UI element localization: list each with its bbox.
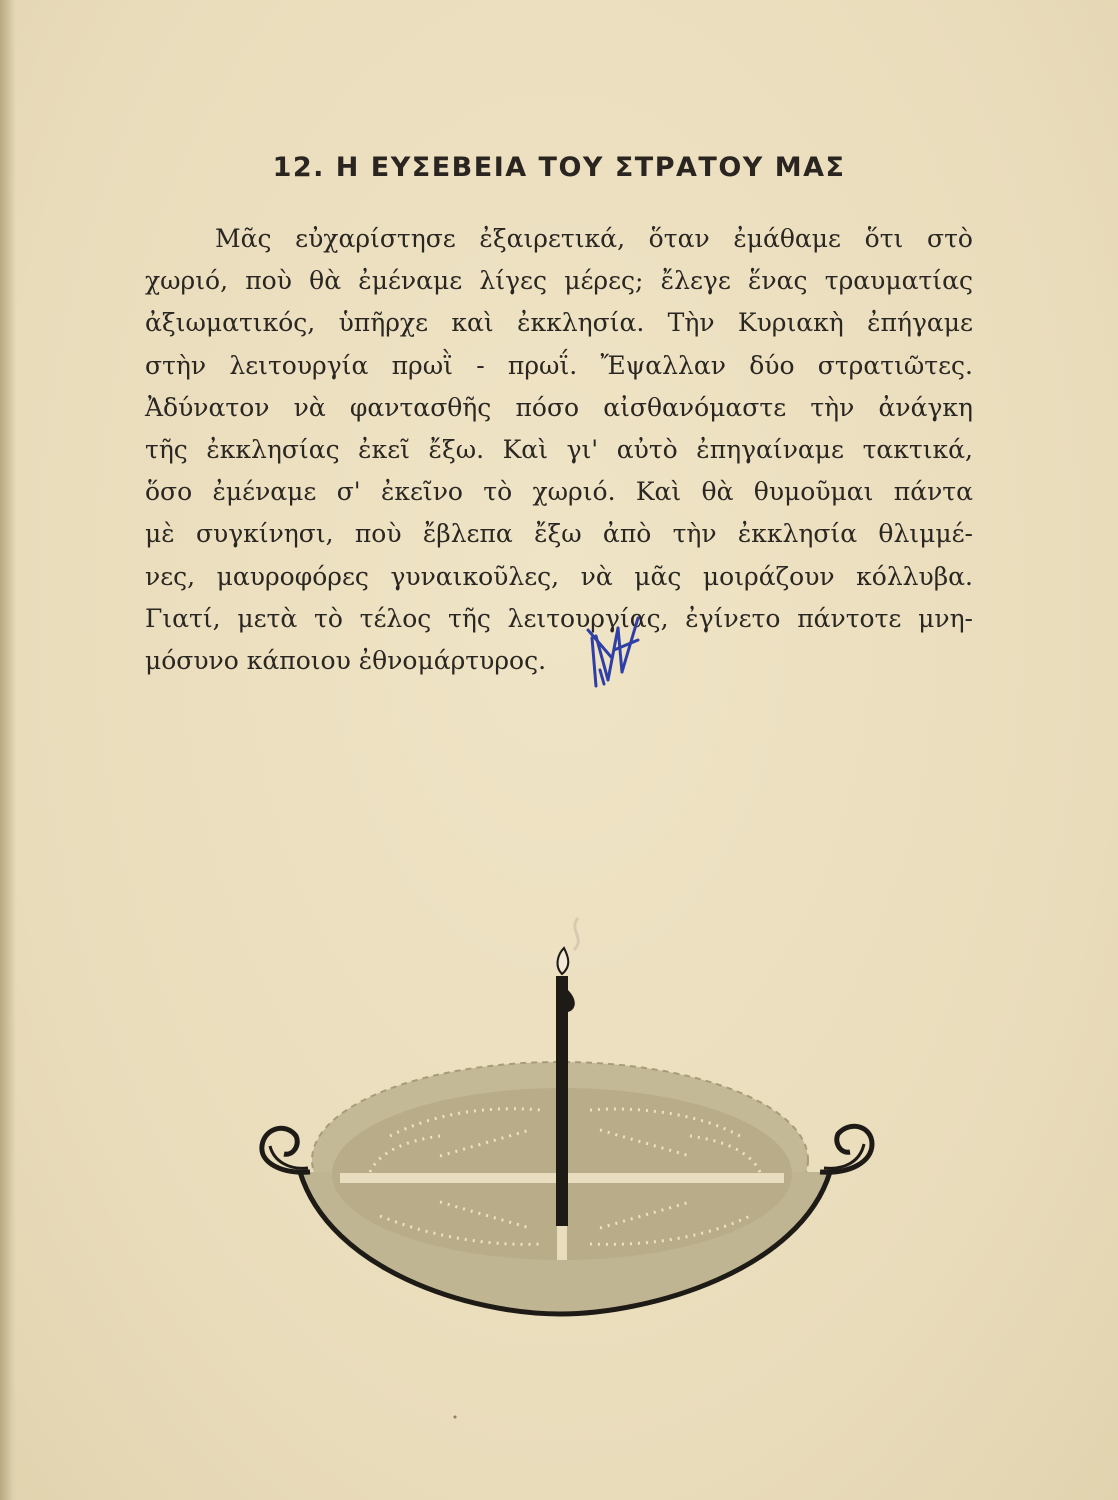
page-speck: [452, 1412, 458, 1422]
text-line: χωριό, ποὺ θὰ ἐμέναμε λίγες μέρες; ἔλεγε ἕνας τραυματίας: [145, 266, 973, 296]
body-paragraph: [145, 218, 973, 682]
handwritten-signature-icon: [578, 600, 648, 690]
text-line: Ἀδύνατον νὰ φαντασθῆς πόσο αἰσθανόμαστε τὴν ἀνάγκη: [145, 392, 973, 422]
text-line: τῆς ἐκκλησίας ἐκεῖ ἔξω. Καὶ γι' αὐτὸ ἐπηγαίναμε τακτικά,: [145, 434, 973, 464]
text-line: στὴν λειτουργία πρωῒ - πρωΐ. Ἔψαλλαν δύο στρατιῶτες.: [145, 350, 973, 380]
chapter-title: 12. Η ΕΥΣΕΒΕΙΑ ΤΟΥ ΣΤΡΑΤΟΥ ΜΑΣ: [272, 152, 846, 183]
text-line: μόσυνο κάποιου ἐθνομάρτυρος.: [145, 645, 547, 675]
text-line: Γιατί, μετὰ τὸ τέλος τῆς λειτουργίας, ἐγίνετο πάντοτε μνη-: [145, 603, 973, 633]
text-line: Μᾶς εὐχαρίστησε ἐξαιρετικά, ὅταν ἐμάθαμε ὅτι στὸ: [215, 224, 973, 253]
text-line: ἀξιωματικός, ὑπῆρχε καὶ ἐκκλησία. Τὴν Κυριακὴ ἐπήγαμε: [145, 308, 973, 338]
koliva-tray-with-candle-icon: [240, 910, 900, 1350]
text-line: μὲ συγκίνησι, ποὺ ἔβλεπα ἔξω ἀπὸ τὴν ἐκκλησία θλιμμέ-: [145, 519, 973, 549]
text-line: νες, μαυροφόρες γυναικοῦλες, νὰ μᾶς μοιράζουν κόλλυβα.: [145, 561, 973, 591]
text-line: ὅσο ἐμέναμε σ' ἐκεῖνο τὸ χωριό. Καὶ θὰ θυμοῦμαι πάντα: [145, 477, 973, 507]
page-binding-edge: [0, 0, 16, 1500]
